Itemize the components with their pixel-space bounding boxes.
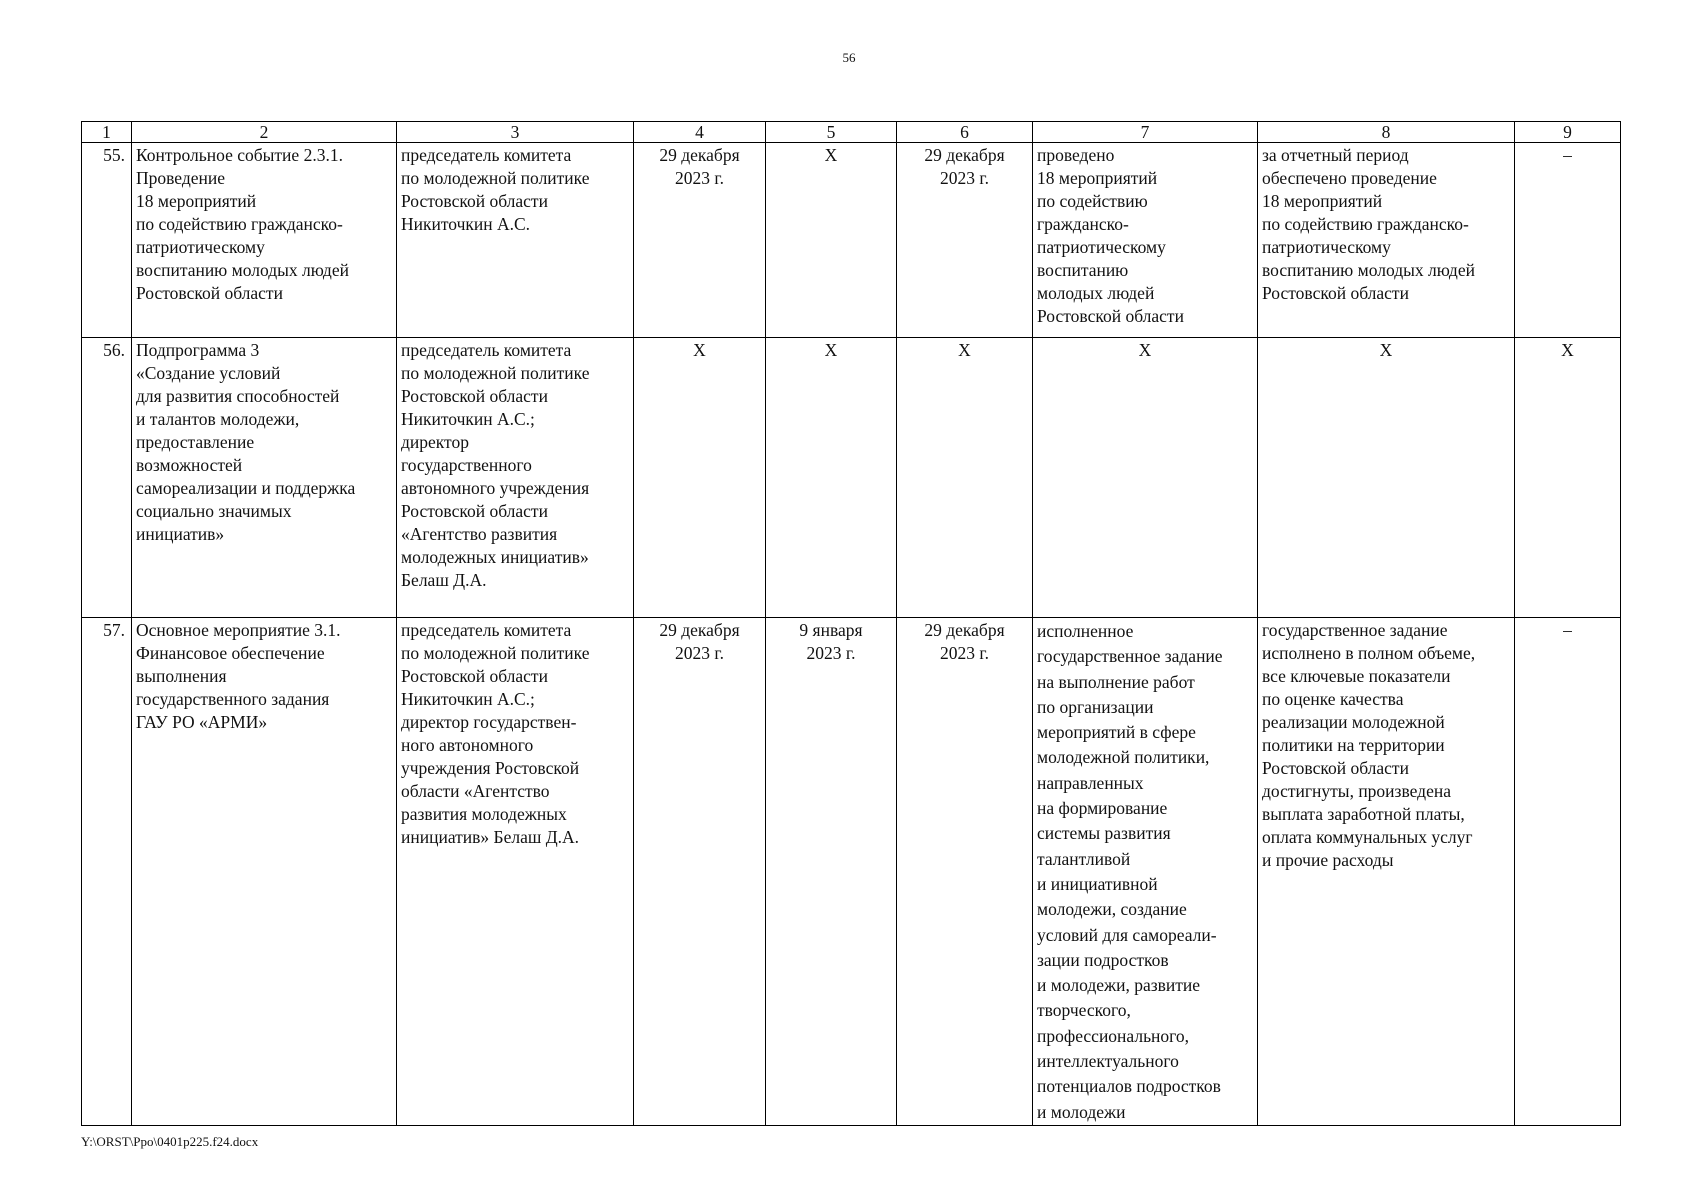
file-path-footer: Y:\ORST\Ppo\0401p225.f24.docx bbox=[81, 1134, 259, 1149]
responsible: председатель комитета по молодежной политике Ростовской области Никиточкин А.С. bbox=[397, 143, 634, 338]
header-row bbox=[82, 122, 1621, 143]
actual-start-date: 9 января 2023 г. bbox=[766, 618, 897, 1126]
actual-end-date: 29 декабря 2023 г. bbox=[897, 143, 1033, 338]
header-cell: 1 bbox=[82, 122, 132, 143]
header-cell: 3 bbox=[397, 122, 634, 143]
actual-results: государственное задание исполнено в полном объеме, все ключевые показатели по оценке качества реализации молодежной политики на территории Ростовской области достигнуты, произведена выплата заработной платы, оплата коммунальных услуг и прочие расходы bbox=[1258, 618, 1515, 1126]
reasons: – bbox=[1515, 143, 1621, 338]
actual-end-date: 29 декабря 2023 г. bbox=[897, 618, 1033, 1126]
report-table bbox=[81, 121, 1621, 1126]
actual-results: за отчетный период обеспечено проведение 18 мероприятий по содействию гражданско- патриотическому воспитанию молодых людей Ростовской области bbox=[1258, 143, 1515, 338]
responsible: председатель комитета по молодежной политике Ростовской области Никиточкин А.С.; директор государствен- ного автономного учреждения Ростовской области «Агентство развития молодежных инициатив» Белаш Д.А. bbox=[397, 618, 634, 1126]
header-cell: 5 bbox=[766, 122, 897, 143]
responsible: председатель комитета по молодежной политике Ростовской области Никиточкин А.С.; директор государственного автономного учреждения Ростовской области «Агентство развития молодежных инициатив» Белаш Д.А. bbox=[397, 338, 634, 618]
row-number: 55. bbox=[82, 143, 132, 338]
header-cell: 9 bbox=[1515, 122, 1621, 143]
actual-end-date: X bbox=[897, 338, 1033, 618]
header-cell: 7 bbox=[1033, 122, 1258, 143]
header-cell: 8 bbox=[1258, 122, 1515, 143]
header-cell: 6 bbox=[897, 122, 1033, 143]
header-cell: 4 bbox=[634, 122, 766, 143]
row-number: 56. bbox=[82, 338, 132, 618]
event-name: Основное мероприятие 3.1. Финансовое обеспечение выполнения государственного задания ГАУ РО «АРМИ» bbox=[132, 618, 397, 1126]
table-row bbox=[82, 618, 1621, 1126]
planned-results: X bbox=[1033, 338, 1258, 618]
header-cell: 2 bbox=[132, 122, 397, 143]
event-name: Контрольное событие 2.3.1. Проведение 18 мероприятий по содействию гражданско- патриотическому воспитанию молодых людей Ростовской области bbox=[132, 143, 397, 338]
table-row bbox=[82, 338, 1621, 618]
actual-results: X bbox=[1258, 338, 1515, 618]
planned-end-date: 29 декабря 2023 г. bbox=[634, 143, 766, 338]
planned-end-date: 29 декабря 2023 г. bbox=[634, 618, 766, 1126]
table-row bbox=[82, 143, 1621, 338]
actual-start-date: X bbox=[766, 338, 897, 618]
event-name: Подпрограмма 3 «Создание условий для развития способностей и талантов молодежи, предоставление возможностей самореализации и поддержка социально значимых инициатив» bbox=[132, 338, 397, 618]
page-number: 56 bbox=[842, 50, 856, 65]
planned-end-date: X bbox=[634, 338, 766, 618]
reasons: – bbox=[1515, 618, 1621, 1126]
planned-results: проведено 18 мероприятий по содействию гражданско- патриотическому воспитанию молодых людей Ростовской области bbox=[1033, 143, 1258, 338]
row-number: 57. bbox=[82, 618, 132, 1126]
actual-start-date: X bbox=[766, 143, 897, 338]
reasons: X bbox=[1515, 338, 1621, 618]
planned-results: исполненное государственное задание на выполнение работ по организации мероприятий в сфере молодежной политики, направленных на формирование системы развития талантливой и инициативной молодежи, создание условий для самореали- зации подростков и молодежи, развитие творческого, профессионального, интеллектуального потенциалов подростков и молодежи bbox=[1033, 618, 1258, 1126]
